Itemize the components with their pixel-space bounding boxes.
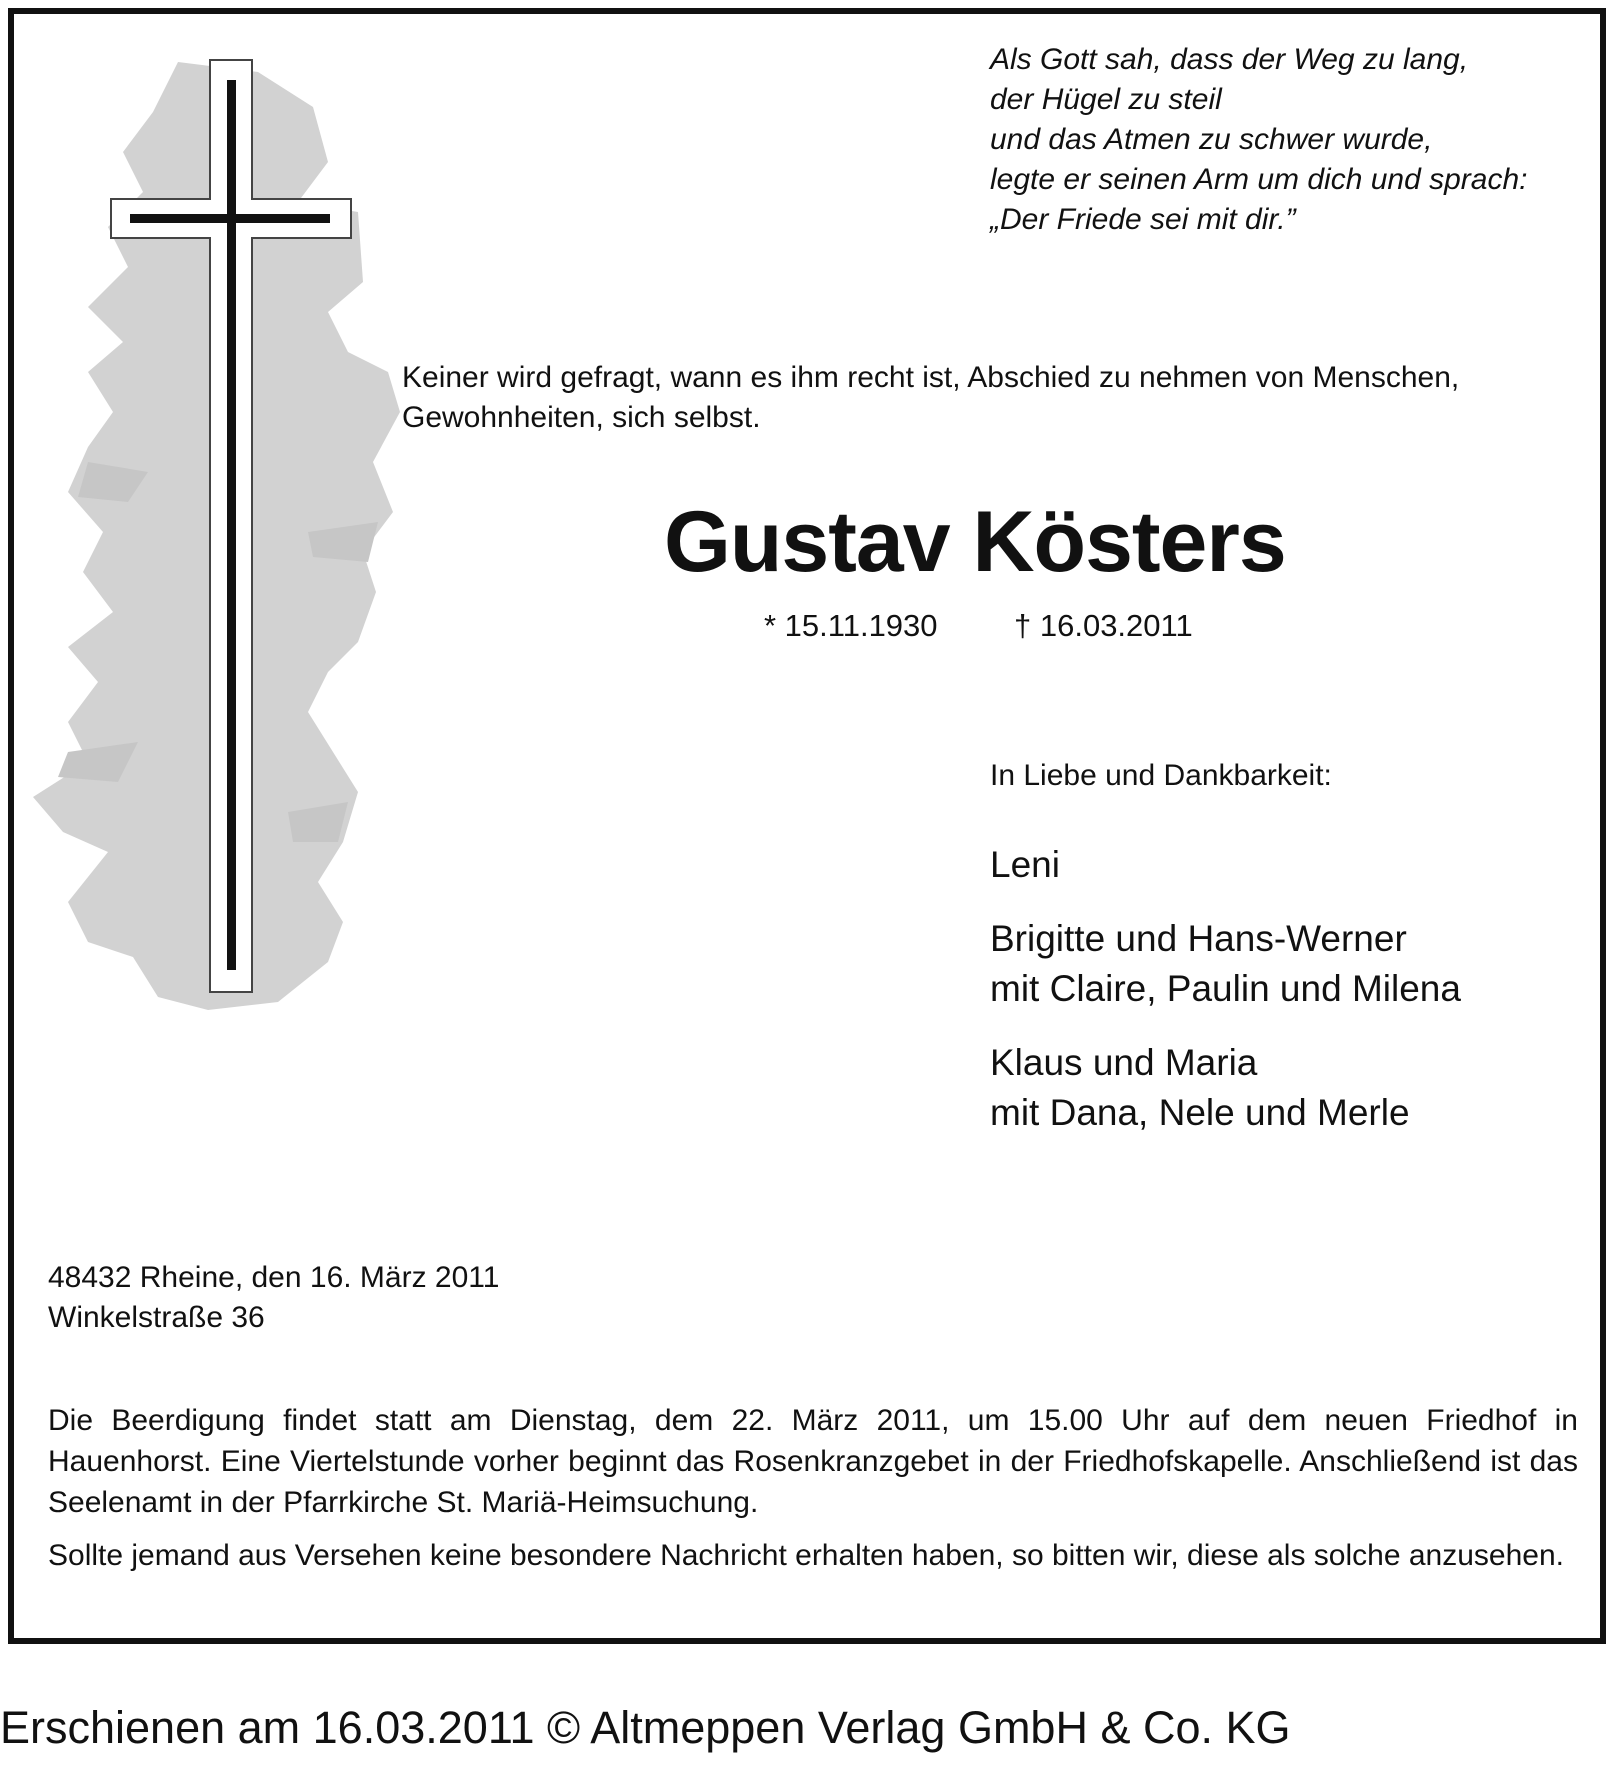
mourner-line: Klaus und Maria	[990, 1042, 1258, 1083]
mourner-line: mit Dana, Nele und Merle	[990, 1092, 1410, 1133]
address-line: 48432 Rheine, den 16. März 2011	[48, 1261, 500, 1294]
mourners-intro: In Liebe und Dankbarkeit:	[990, 759, 1332, 792]
mourner-line: Leni	[990, 844, 1060, 885]
funeral-paragraph: Die Beerdigung findet statt am Dienstag, dem 22. März 2011, um 15.00 Uhr auf dem neuen Friedhof in Hauenhorst. Eine Viertelstunde vorher beginnt das Rosenkranzgebet in der Friedhofskapelle. Anschließend ist das Seelenamt in der Pfarrkirche St. Mariä-Heimsuchung.	[48, 1404, 1578, 1519]
mourner-line: mit Claire, Paulin und Milena	[990, 968, 1461, 1009]
address-line: Winkelstraße 36	[48, 1301, 265, 1334]
mourner-line: Brigitte und Hans-Werner	[990, 918, 1407, 959]
birth-date: * 15.11.1930	[764, 608, 938, 643]
funeral-paragraph: Sollte jemand aus Versehen keine besondere Nachricht erhalten haben, so bitten wir, diese als solche anzusehen.	[48, 1539, 1564, 1572]
death-date: † 16.03.2011	[1014, 608, 1193, 643]
verse-line: und das Atmen zu schwer wurde,	[990, 123, 1433, 156]
mourner-group	[990, 914, 1461, 1014]
verse-line: der Hügel zu steil	[990, 83, 1222, 116]
motto-line: Gewohnheiten, sich selbst.	[402, 401, 761, 434]
verse-line: legte er seinen Arm um dich und sprach:	[990, 163, 1528, 196]
mourner-group	[990, 1038, 1410, 1138]
publication-footer: Erschienen am 16.03.2011 © Altmeppen Verlag GmbH & Co. KG	[0, 1702, 1291, 1753]
funeral-details	[48, 1400, 1578, 1588]
address-block	[48, 1258, 499, 1338]
verse-line: „Der Friede sei mit dir.”	[990, 203, 1296, 236]
verse-line: Als Gott sah, dass der Weg zu lang,	[990, 43, 1469, 76]
deceased-name: Gustav Kösters	[664, 494, 1286, 590]
verse	[990, 40, 1590, 240]
motto	[402, 358, 1582, 438]
motto-line: Keiner wird gefragt, wann es ihm recht ist, Abschied zu nehmen von Menschen,	[402, 361, 1460, 394]
cross-illustration	[28, 52, 428, 1012]
mourner-group	[990, 840, 1060, 890]
